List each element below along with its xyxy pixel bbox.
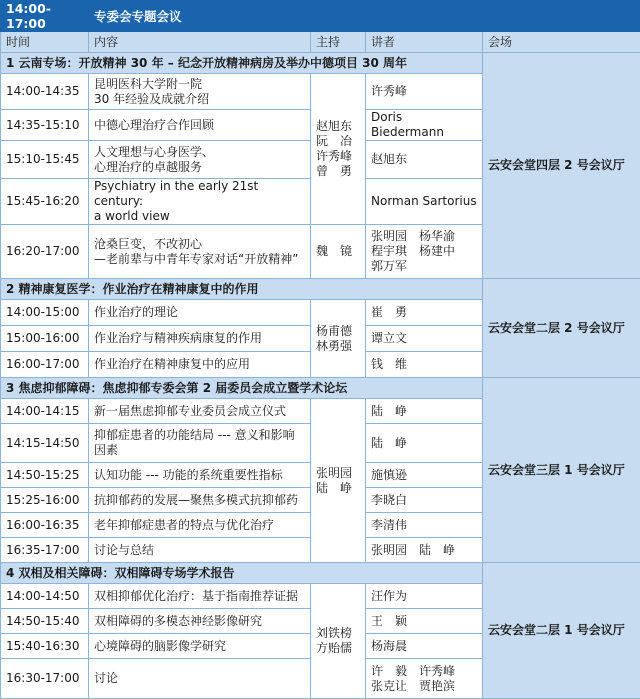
- row-speaker: 施慎逊: [366, 463, 483, 488]
- row-speaker: 李清伟: [366, 513, 483, 538]
- row-content: 双相障碍的多模态神经影像研究: [89, 609, 311, 634]
- row-speaker: 张明园 杨华渝 程宇琪 杨建中 郭万军: [366, 225, 483, 279]
- row-time: 14:50-15:25: [1, 463, 89, 488]
- row-content: 新一届焦虑抑郁专业委员会成立仪式: [89, 399, 311, 424]
- col-host-header: 主持: [311, 32, 366, 53]
- row-content: 昆明医科大学附一院 30 年经验及成就介绍: [89, 74, 311, 110]
- row-speaker: 李晓白: [366, 488, 483, 513]
- row-speaker: 许秀峰: [366, 74, 483, 110]
- row-content: 讨论: [89, 659, 311, 699]
- col-content-header: 内容: [89, 32, 311, 53]
- row-time: 15:45-16:20: [1, 179, 89, 225]
- section-host: 赵旭东 阮 冶 许秀峰 曾 勇: [311, 74, 366, 225]
- section-header-row: [1, 378, 640, 399]
- row-time: 16:20-17:00: [1, 225, 89, 279]
- row-time: 14:00-15:00: [1, 300, 89, 326]
- row-content: 认知功能 --- 功能的系统重要性指标: [89, 463, 311, 488]
- row-time: 15:40-16:30: [1, 634, 89, 659]
- section-header-row: [1, 563, 640, 584]
- section-header-row: [1, 279, 640, 300]
- section-venue: 云安会堂二层 2 号会议厅: [483, 279, 640, 378]
- row-content: 双相抑郁优化治疗：基于指南推荐证据: [89, 584, 311, 609]
- section-title: 2 精神康复医学：作业治疗在精神康复中的作用: [1, 279, 483, 300]
- row-content: 讨论与总结: [89, 538, 311, 563]
- row-speaker: 赵旭东: [366, 141, 483, 179]
- row-content: 心境障碍的脑影像学研究: [89, 634, 311, 659]
- title-row: [1, 1, 640, 32]
- row-content: 作业治疗的理论: [89, 300, 311, 326]
- section-header-row: [1, 53, 640, 74]
- row-content: 作业治疗与精神疾病康复的作用: [89, 326, 311, 352]
- row-time: 14:15-14:50: [1, 424, 89, 463]
- row-content: 人文理想与心身医学、 心理治疗的卓越服务: [89, 141, 311, 179]
- row-time: 15:25-16:00: [1, 488, 89, 513]
- row-speaker: 张明园 陆 峥: [366, 538, 483, 563]
- row-content: 中德心理治疗合作回顾: [89, 110, 311, 141]
- row-time: 14:00-14:50: [1, 584, 89, 609]
- row-speaker: 陆 峥: [366, 399, 483, 424]
- section-title: 3 焦虑抑郁障碍：焦虑抑郁专委会第 2 届委员会成立暨学术论坛: [1, 378, 483, 399]
- row-speaker: 许 毅 许秀峰 张克让 贾艳滨: [366, 659, 483, 699]
- section-title: 1 云南专场：开放精神 30 年 – 纪念开放精神病房及举办中德项目 30 周年: [1, 53, 483, 74]
- row-speaker: 钱 维: [366, 352, 483, 378]
- session-title: 专委会专题会议: [89, 1, 640, 32]
- row-content: 抗抑郁药的发展—聚焦多模式抗抑郁药: [89, 488, 311, 513]
- row-speaker: 王 颖: [366, 609, 483, 634]
- row-time: 15:10-15:45: [1, 141, 89, 179]
- row-host: 魏 镜: [311, 225, 366, 279]
- col-time-header: 时间: [1, 32, 89, 53]
- row-speaker: 汪作为: [366, 584, 483, 609]
- row-content: Psychiatry in the early 21st century: a world view: [89, 179, 311, 225]
- column-header-row: [1, 32, 640, 53]
- row-content: 抑郁症患者的功能结局 --- 意义和影响 因素: [89, 424, 311, 463]
- session-time: 14:00-17:00: [1, 1, 89, 32]
- section-title: 4 双相及相关障碍：双相障碍专场学术报告: [1, 563, 483, 584]
- row-speaker: 陆 峥: [366, 424, 483, 463]
- col-speaker-header: 讲者: [366, 32, 483, 53]
- row-speaker: Norman Sartorius: [366, 179, 483, 225]
- row-time: 14:00-14:15: [1, 399, 89, 424]
- row-time: 16:35-17:00: [1, 538, 89, 563]
- col-venue-header: 会场: [483, 32, 640, 53]
- row-time: 15:00-16:00: [1, 326, 89, 352]
- section-host: 杨甫德 林勇强: [311, 300, 366, 378]
- row-content: 沧桑巨变，不改初心 —老前辈与中青年专家对话“开放精神”: [89, 225, 311, 279]
- row-time: 16:00-16:35: [1, 513, 89, 538]
- row-time: 14:35-15:10: [1, 110, 89, 141]
- row-speaker: 杨海晨: [366, 634, 483, 659]
- section-venue: 云安会堂四层 2 号会议厅: [483, 53, 640, 279]
- row-time: 16:30-17:00: [1, 659, 89, 699]
- row-speaker: 崔 勇: [366, 300, 483, 326]
- row-content: 老年抑郁症患者的特点与优化治疗: [89, 513, 311, 538]
- row-time: 16:00-17:00: [1, 352, 89, 378]
- section-host: 刘铁榜 方贻儒: [311, 584, 366, 699]
- row-time: 14:50-15:40: [1, 609, 89, 634]
- row-time: 14:00-14:35: [1, 74, 89, 110]
- section-host: 张明园 陆 峥: [311, 399, 366, 563]
- section-venue: 云安会堂三层 1 号会议厅: [483, 378, 640, 563]
- section-venue: 云安会堂二层 1 号会议厅: [483, 563, 640, 699]
- row-content: 作业治疗在精神康复中的应用: [89, 352, 311, 378]
- row-speaker: 谭立文: [366, 326, 483, 352]
- row-speaker: Doris Biedermann: [366, 110, 483, 141]
